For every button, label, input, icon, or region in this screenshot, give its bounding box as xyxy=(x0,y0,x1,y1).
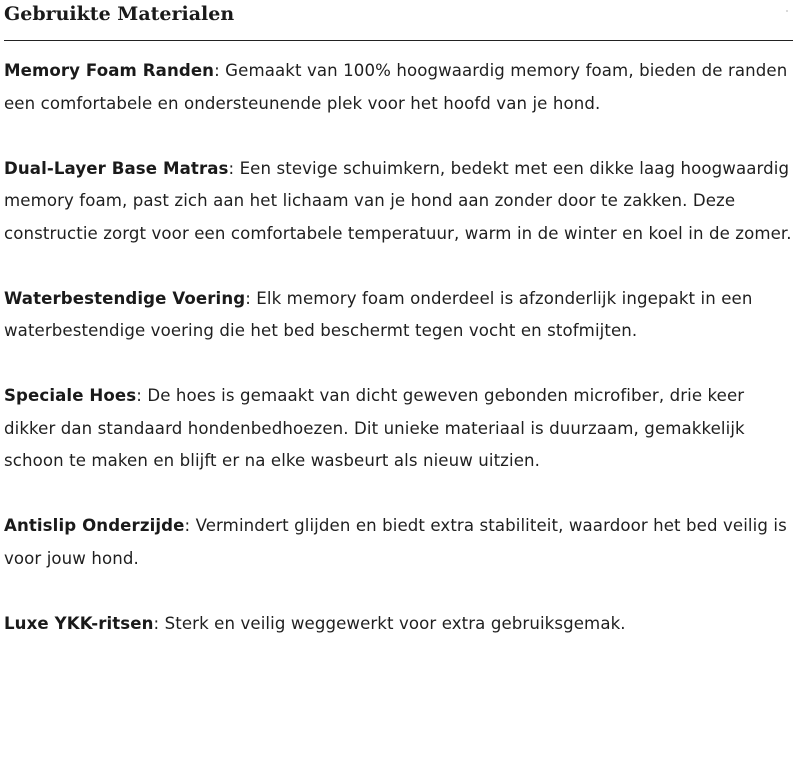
material-description: Vermindert glijden en biedt extra stabiliteit, waardoor het bed veilig is voor jouw hond. xyxy=(4,516,787,568)
material-description: Sterk en veilig weggewerkt voor extra gebruiksgemak. xyxy=(159,613,626,633)
material-description: De hoes is gemaakt van dicht geweven gebonden microfiber, drie keer dikker dan standaard hondenbedhoezen. Dit unieke materiaal is duurzaam, gemakkelijk schoon te maken en blijft er na elke wasbeurt als nieuw uitzien. xyxy=(4,386,745,470)
material-term: Dual-Layer Base Matras xyxy=(4,158,229,178)
material-description: Elk memory foam onderdeel is afzonderlijk ingepakt in een waterbestendige voering die het bed beschermt tegen vocht en stofmijten. xyxy=(4,288,753,340)
material-separator: : xyxy=(153,613,160,633)
material-separator: : xyxy=(184,516,191,535)
material-term: Waterbestendige Voering xyxy=(4,288,246,308)
material-separator: : xyxy=(245,288,251,308)
material-separator: : xyxy=(136,386,142,405)
material-description: Gemaakt van 100% hoogwaardig memory foam, bieden de randen een comfortabele en ondersteunende plek voor het hoofd van je hond. xyxy=(4,61,788,113)
material-description: Een stevige schuimkern, bedekt met een dikke laag hoogwaardig memory foam, past zich aan het lichaam van je hond aan zonder door te zakken. Deze constructie zorgt voor een comfortabele temperatuur, warm in de winter en koel in de zomer. xyxy=(4,158,792,243)
material-item xyxy=(4,380,794,478)
material-term: Antislip Onderzijde xyxy=(4,516,185,535)
material-item xyxy=(4,283,794,348)
section-title: Gebruikte Materialen xyxy=(4,3,235,25)
decorative-dot xyxy=(786,10,788,12)
material-term: Luxe YKK-ritsen xyxy=(4,613,154,633)
material-item xyxy=(4,510,794,575)
material-item xyxy=(4,153,794,251)
material-item xyxy=(4,608,794,641)
materials-list xyxy=(4,55,794,640)
material-term: Memory Foam Randen xyxy=(4,61,215,80)
material-separator: : xyxy=(228,158,235,178)
material-separator: : xyxy=(214,61,220,80)
materials-section xyxy=(4,0,794,640)
section-divider xyxy=(4,40,793,41)
material-term: Speciale Hoes xyxy=(4,386,137,405)
material-item xyxy=(4,55,794,120)
